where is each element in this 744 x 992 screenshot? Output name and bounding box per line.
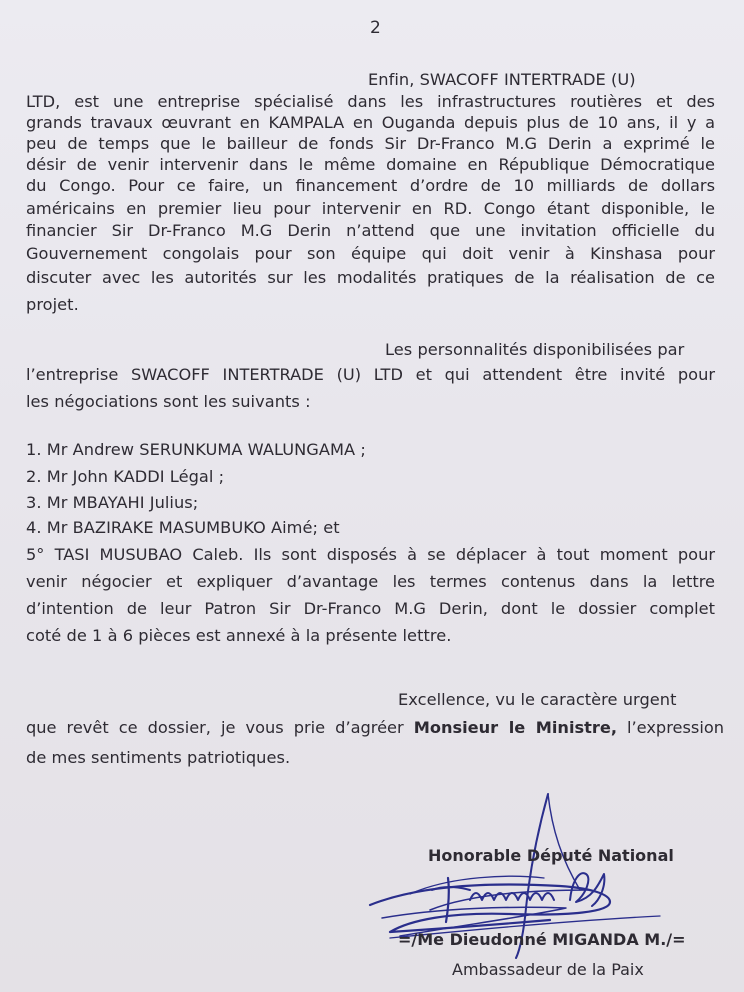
list-item-4: 4. Mr BAZIRAKE MASUMBUKO Aimé; et <box>26 518 340 537</box>
page-number: 2 <box>370 18 381 38</box>
paragraph1-line10: discuter avec les autorités sur les modalités pratiques de la réalisation de ce <box>26 268 715 287</box>
closing-line1: Excellence, vu le caractère urgent <box>398 690 677 709</box>
closing-line2-end: l’expression <box>616 718 724 737</box>
paragraph1-line1: Enfin, SWACOFF INTERTRADE (U) <box>368 70 636 89</box>
closing-minister-title: Monsieur le Ministre, <box>413 718 617 737</box>
paragraph1-line9: Gouvernement congolais pour son équipe qui doit venir à Kinshasa pour <box>26 244 715 263</box>
paragraph1-line5: désir de venir intervenir dans le même domaine en République Démocratique <box>26 155 715 174</box>
paragraph1-line7: américains en premier lieu pour intervenir en RD. Congo étant disponible, le <box>26 199 715 218</box>
list-item-2: 2. Mr John KADDI Légal ; <box>26 467 225 486</box>
paragraph1-line3: grands travaux œuvrant en KAMPALA en Ouganda depuis plus de 10 ans, il y a <box>26 113 715 132</box>
list-item-5-line1: 5° TASI MUSUBAO Caleb. Ils sont disposés à se déplacer à tout moment pour <box>26 545 715 564</box>
list-item-5-line2: venir négocier et expliquer d’avantage les termes contenus dans la lettre <box>26 572 715 591</box>
closing-line2-text: que revêt ce dossier, je vous prie d’agréer <box>26 718 414 737</box>
signature-title: Honorable Député National <box>428 846 674 865</box>
paragraph1-line4: peu de temps que le bailleur de fonds Sir Dr-Franco M.G Derin a exprimé le <box>26 134 715 153</box>
paragraph2-line3: les négociations sont les suivants : <box>26 392 311 411</box>
signature-name: =/Me Dieudonné MIGANDA M./= <box>398 930 686 949</box>
signature-role: Ambassadeur de la Paix <box>452 960 644 979</box>
paragraph1-line6: du Congo. Pour ce faire, un financement d’ordre de 10 milliards de dollars <box>26 176 715 195</box>
closing-line3: de mes sentiments patriotiques. <box>26 748 291 767</box>
list-item-3: 3. Mr MBAYAHI Julius; <box>26 493 199 512</box>
paragraph1-line11: projet. <box>26 295 79 314</box>
paragraph1-line2: LTD, est une entreprise spécialisé dans les infrastructures routières et des <box>26 92 715 111</box>
paragraph1-line8: financier Sir Dr-Franco M.G Derin n’attend que une invitation officielle du <box>26 221 715 240</box>
paragraph2-line2: l’entreprise SWACOFF INTERTRADE (U) LTD et qui attendent être invité pour <box>26 365 715 384</box>
list-item-5-line3: d’intention de leur Patron Sir Dr-Franco M.G Derin, dont le dossier complet <box>26 599 715 618</box>
list-item-1: 1. Mr Andrew SERUNKUMA WALUNGAMA ; <box>26 440 366 459</box>
closing-line2 <box>26 718 724 737</box>
list-item-5-line4: coté de 1 à 6 pièces est annexé à la présente lettre. <box>26 626 452 645</box>
paragraph2-line1: Les personnalités disponibilisées par <box>385 340 685 359</box>
